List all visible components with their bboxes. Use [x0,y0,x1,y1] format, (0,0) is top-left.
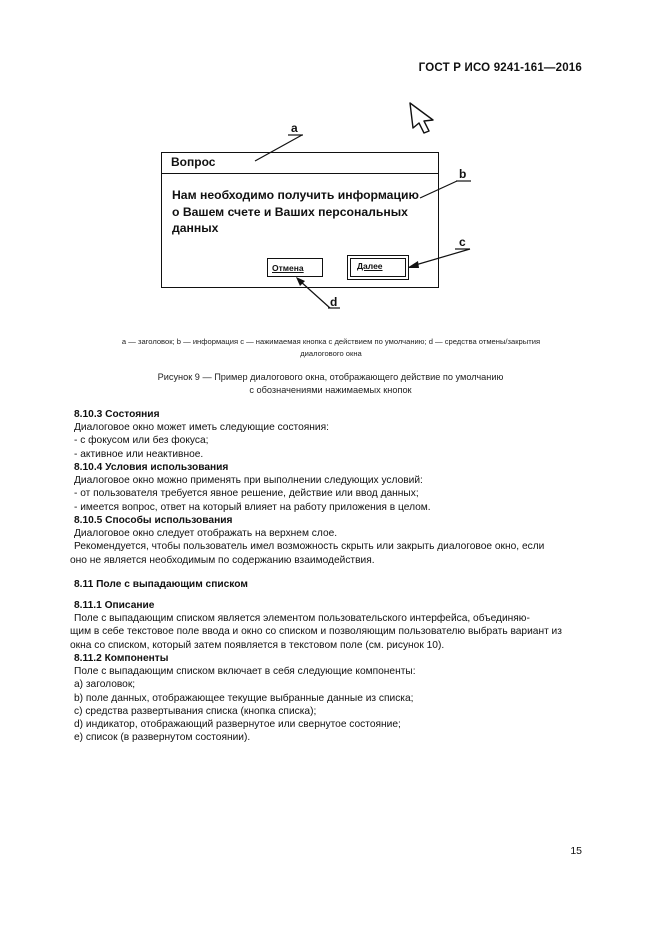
list-item: - от пользователя требуется явное решение, действие или ввод данных; [74,488,419,500]
figure-caption [100,371,561,396]
paragraph: Диалоговое окно следует отображать на верхнем слое. [74,528,338,540]
list-item: е) список (в развернутом состоянии). [74,732,251,744]
list-item: d) индикатор, отображающий развернутое или свернутое состояние; [74,719,401,731]
standard-header: ГОСТ Р ИСО 9241-161—2016 [418,62,582,74]
list-item: - имеется вопрос, ответ на который влияет на работу приложения в целом. [74,501,431,513]
heading-8-11: 8.11 Поле с выпадающим списком [74,579,248,590]
next-button-label: Далее [350,258,406,277]
list-item: c) средства развертывания списка (кнопка списка); [74,705,317,717]
dialog-message: Нам необходимо получить информацию о Вашем счете и Ваших персональных данных [172,188,419,235]
section-8-10-4 [74,461,586,514]
dialog-title-bar [162,153,438,174]
callout-c-label: c [459,235,466,249]
figure-legend [66,336,596,360]
next-default-button[interactable] [347,255,409,280]
paragraph: окна со списком, который затем появляется в текстовом поле (см. рисунок 10). [70,639,445,651]
mouse-pointer-icon [410,103,433,133]
list-item: b) поле данных, отображающее текущие выбранные данные из списка; [74,692,414,704]
heading-8-10-4: 8.10.4 Условия использования [74,462,229,473]
section-8-10-5 [70,514,586,567]
dialog-title: Вопрос [171,155,216,169]
heading-8-10-3: 8.10.3 Состояния [74,409,160,420]
section-8-11-1 [70,599,586,652]
example-dialog-window [161,152,439,288]
paragraph: Диалоговое окно может иметь следующие состояния: [74,422,329,434]
callout-b-label: b [459,167,467,181]
list-item: - активное или неактивное. [74,448,204,460]
heading-8-11-1: 8.11.1 Описание [74,600,155,611]
cancel-button[interactable]: Отмена [267,258,323,277]
callout-d-label: d [330,295,338,309]
heading-8-10-5: 8.10.5 Способы использования [74,515,233,526]
paragraph: Диалоговое окно можно применять при выполнении следующих условий: [74,475,423,487]
legend-line-2: диалогового окна [300,349,362,358]
paragraph: Поле с выпадающим списком является элементом пользовательского интерфейса, объединяю- [74,613,530,625]
list-item: - с фокусом или без фокуса; [74,435,209,447]
heading-8-11-2: 8.11.2 Компоненты [74,653,169,664]
paragraph: щим в себе текстовое поле ввода и окно со списком и позволяющим пользователю выбрать вариант из [70,626,562,638]
caption-line-1: Рисунок 9 — Пример диалогового окна, отображающего действие по умолчанию [157,372,504,382]
paragraph: Рекомендуется, чтобы пользователь имел возможность скрыть или закрыть диалоговое окно, если [74,541,545,553]
section-8-10-3 [74,408,586,461]
caption-line-2: с обозначениями нажимаемых кнопок [249,384,412,395]
paragraph: Поле с выпадающим списком включает в себя следующие компоненты: [74,666,416,678]
list-item: а) заголовок; [74,679,136,691]
section-8-11-2 [74,652,586,744]
callout-a-label: a [291,121,298,135]
paragraph: оно не является необходимым по содержанию взаимодействия. [70,554,375,566]
legend-line-1: а — заголовок; b — информация c — нажимаемая кнопка с действием по умолчанию; d — средства отмены/закрытия [121,337,541,346]
page-number: 15 [570,845,582,857]
